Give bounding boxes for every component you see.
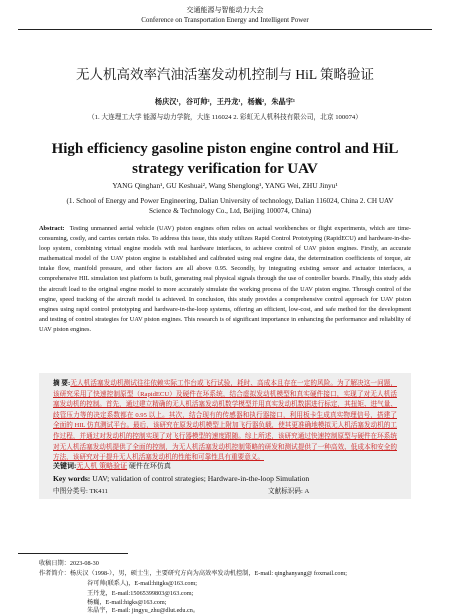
document-code: 文献标识码: A bbox=[268, 488, 310, 495]
abstract-label: Abstract: bbox=[39, 225, 65, 232]
header-rule bbox=[18, 29, 432, 30]
keywords-cn-rest: 硬件在环仿真 bbox=[127, 462, 171, 470]
running-header-en: Conference on Transportation Energy and Intelligent Power bbox=[141, 16, 309, 24]
footnote-email-zhu: 朱晶宇，E-mail: jingyu_zhu@dlut.edu.cn。 bbox=[87, 607, 200, 614]
footnote-email-wang: 王丹龙，E-mail:15065399803@163.com; bbox=[87, 590, 194, 597]
keywords-en-label: Key words: bbox=[53, 474, 91, 483]
footnote-email-yang: 杨巍，E-mail:higks@163.com; bbox=[87, 599, 167, 606]
title-chinese: 无人机高效率汽油活塞发动机控制与 HiL 策略验证 bbox=[76, 67, 374, 82]
zhaiyao-text: 无人机活塞发动机测试往往依赖实际工作台或飞行试验，耗时、高成本且存在一定的风险。为了解决这一问题，该研究采用了快速控制原型（RapidECU）及硬件在环系统，结合虚拟发动机模型和真实硬件接口，实现了对无人机活塞发动机的控制。首先，通过建立精确的无人机活塞发动机数学模型并用真实发动机数据进行标定，其扭矩、进气量、歧管压力等的决定系数都在 0.95 以上。其次，结合现有的传感器和执行器接口，利用板卡生成真实物理信号，搭建了全面的 HIL 仿真测试平台。最后，该研究在原发动机模型上附加飞行器负载，使其更准确地模拟无人机活塞发动机的工作过程，并通过对发动机的控制实现了对飞行器模型的速度跟随。综上所述，该研究通过快速控制原型与硬件在环系统对无人机活塞发动机提供了全面的控制，为无人机活塞发动机控制策略的研发和测试提供了一种高效、低成本和安全的方法，该研究对于提升无人机活塞发动机的性能和可靠性具有重要意义。 bbox=[53, 380, 397, 462]
affiliation-chinese: （1. 大连理工大学 能源与动力学院，大连 116024 2. 彩虹无人机科技有限公司，北京 100074） bbox=[88, 114, 362, 121]
keywords-chinese bbox=[53, 461, 171, 471]
footnote-received: 收稿日期：2023-08-30 bbox=[39, 560, 99, 567]
authors-chinese: 杨庆汉¹，谷可帅²，王丹龙¹，杨巍²，朱晶宇¹ bbox=[154, 98, 296, 106]
affiliation-english: (1. School of Energy and Power Engineering, Dalian University of technology, Dalian 116024, China 2. CH UAV Science & Technology Co., Ltd, Beijing 100074, China) bbox=[66, 197, 394, 215]
footnote-author-bio: 作者简介：杨庆汉（1998-），男，硕士生，主要研究方向为高效率发动机控制，E-mail: qinghanyang@ foxmail.com; bbox=[39, 570, 347, 577]
authors-english: YANG Qinghan¹, GU Keshuai², Wang Shenglong¹, YANG Wei, ZHU Jinyu¹ bbox=[112, 181, 338, 190]
abstract-text: Testing unmanned aerial vehicle (UAV) piston engines often relies on actual workbenches or flight experiments, which are time-consuming, costly, and carries certain risks. To address this issue, this study utilizes Rapid Control Prototyping (RapidECU) and hardware-in-the-loop system, combining virtual engine models with real hardware interfaces, to achieve control of UAV piston engines. Firstly, an accurate mathematical model of the UAV piston engine is established and calibrated using real engine data, the determination coefficients of torque, air intake flow, manifold pressure, and other factors are all above 0.95. Secondly, by integrating existing sensor and actuator interfaces, a comprehensive HIL simulation test platform is built, generating real physical signals through the use of controller boards. Finally, this study adds the aircraft load to the original engine model to more accurately simulate the working process of the UAV piston engine. Through control of the engine, speed tracking of the aircraft model is achieved. In conclusion, this study provides a comprehensive control approach for UAV piston engines using rapid control prototyping and hardware-in-the-loop systems, offering an efficient, low-cost, and safe method for the development and testing of control strategies for UAV piston engines. This research is of significant importance in enhancing the performance and reliability of UAV piston engines. bbox=[39, 225, 411, 333]
title-english: High efficiency gasoline piston engine control and HiL strategy verification for UAV bbox=[51, 141, 399, 177]
zhaiyao-label: 摘 要: bbox=[53, 380, 71, 387]
keywords-english bbox=[53, 474, 309, 484]
keywords-en-text: UAV; validation of control strategies; Hardware-in-the-loop Simulation bbox=[90, 474, 310, 483]
clc-number: 中图分类号: TK411 bbox=[53, 488, 108, 495]
footnote-rule bbox=[18, 553, 128, 554]
footnote-email-gu: 谷可帅(联系人)，E-mail:hitgks@163.com; bbox=[87, 580, 198, 587]
keywords-cn-highlighted: 无人机 策略验证 bbox=[76, 462, 128, 470]
keywords-cn-label: 关键词: bbox=[53, 462, 77, 470]
running-header-cn: 交通能源与智能动力大会 bbox=[186, 6, 264, 14]
abstract-chinese bbox=[53, 379, 397, 464]
abstract-english bbox=[39, 224, 411, 335]
